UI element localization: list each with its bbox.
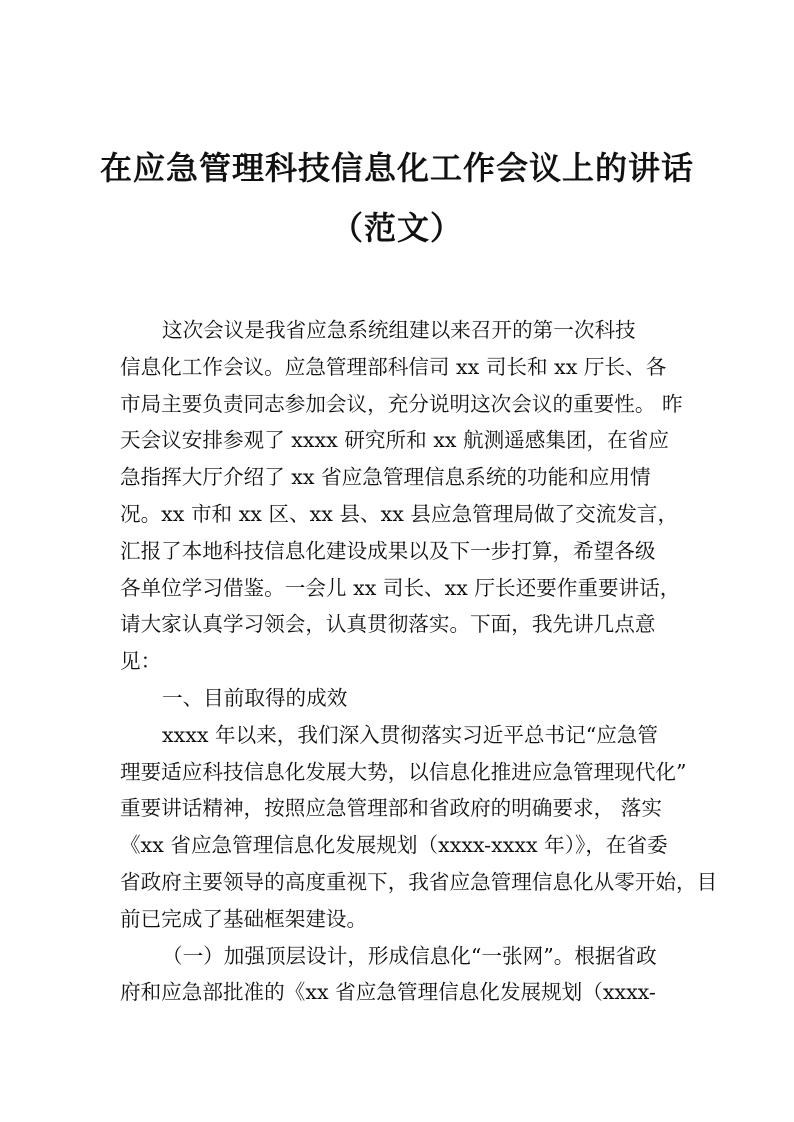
document-body xyxy=(120,312,718,1011)
paragraph-line: 理要适应科技信息化发展大势，以信息化推进应急管理现代化” xyxy=(120,759,687,784)
paragraph-line: 前已完成了基础框架建设。 xyxy=(120,906,368,931)
paragraph-line: 《xx 省应急管理信息化发展规划（xxxx-xxxx 年）》，在省委 xyxy=(120,833,668,858)
paragraph-line: 省政府主要领导的高度重视下，我省应急管理信息化从零开始，目 xyxy=(120,869,718,894)
paragraph-line: 见： xyxy=(120,649,162,674)
section-heading: 一、目前取得的成效 xyxy=(162,685,348,710)
paragraph-line: 这次会议是我省应急系统组建以来召开的第一次科技 xyxy=(162,318,636,342)
paragraph-line: 天会议安排参观了 xxxx 研究所和 xx 航测遥感集团，在省应 xyxy=(120,428,669,453)
paragraph-line: 府和应急部批准的《xx 省应急管理信息化发展规划（xxxx- xyxy=(120,980,656,1005)
paragraph-line: 急指挥大厅介绍了 xx 省应急管理信息系统的功能和应用情 xyxy=(120,465,651,490)
paragraph-line: xxxx 年以来，我们深入贯彻落实习近平总书记“应急管 xyxy=(162,722,658,747)
subsection-line: （一）加强顶层设计，形成信息化“一张网”。根据省政 xyxy=(162,943,657,968)
paragraph-line: 重要讲话精神，按照应急管理部和省政府的明确要求， 落实 xyxy=(120,796,662,821)
document-title: 在应急管理科技信息化工作会议上的讲话 xyxy=(99,149,694,187)
document-subtitle: （范文） xyxy=(330,209,463,247)
paragraph-line: 市局主要负责同志参加会议，充分说明这次会议的重要性。 昨 xyxy=(120,391,683,416)
paragraph-line: 信息化工作会议。应急管理部科信司 xx 司长和 xx 厅长、各 xyxy=(120,354,667,379)
paragraph-line: 况。xx 市和 xx 区、xx 县、xx 县应急管理局做了交流发言， xyxy=(120,501,679,526)
paragraph-line: 汇报了本地科技信息化建设成果以及下一步打算，希望各级 xyxy=(120,538,656,563)
paragraph-line: 各单位学习借鉴。一会儿 xx 司长、xx 厅长还要作重要讲话， xyxy=(120,575,681,600)
paragraph-line: 请大家认真学习领会，认真贯彻落实。下面，我先讲几点意 xyxy=(120,612,656,637)
